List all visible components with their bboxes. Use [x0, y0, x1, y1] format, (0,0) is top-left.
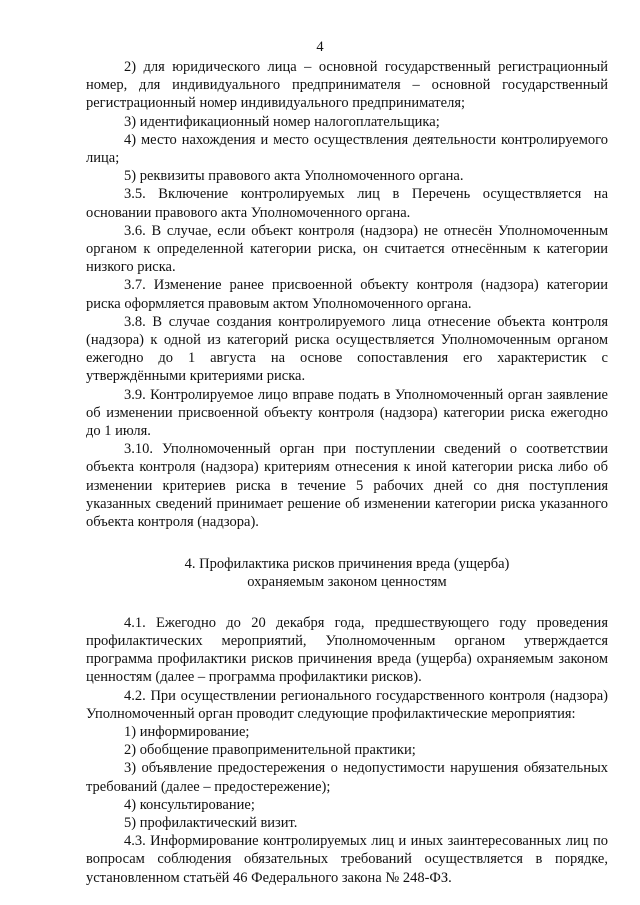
paragraph: 2) для юридического лица – основной государственный регистрационный номер, для индивидуального предпринимателя – основной государственный регистрационный номер индивидуального предпринимателя; — [86, 59, 608, 112]
paragraph: 3.6. В случае, если объект контроля (надзора) не отнесён Уполномоченным органом к определенной категории риска, он считается отнесённым к категории низкого риска. — [86, 222, 608, 276]
paragraph: 1) информирование; — [124, 723, 250, 740]
paragraph: 3) идентификационный номер налогоплательщика; — [124, 113, 440, 130]
paragraph: 2) обобщение правоприменительной практики; — [124, 742, 416, 759]
section-heading-line-2: охраняемым законом ценностям — [247, 574, 447, 591]
paragraph: 3.5. Включение контролируемых лиц в Перечень осуществляется на основании правового акта Уполномоченного органа. — [86, 186, 608, 221]
paragraphs-bottom — [86, 614, 608, 887]
paragraph: 3.7. Изменение ранее присвоенной объекту контроля (надзора) категории риска оформляется правовым актом Уполномоченного органа. — [86, 277, 608, 312]
paragraph: 4) место нахождения и место осуществления деятельности контролируемого лица; — [86, 131, 608, 167]
paragraph: 3) объявление предостережения о недопустимости нарушения обязательных требований (далее – предостережение); — [86, 760, 608, 795]
paragraphs-top — [86, 58, 608, 531]
paragraph: 3.9. Контролируемое лицо вправе подать в Уполномоченный орган заявление об изменении присвоенной объекту контроля (надзора) категории риска ежегодно до 1 июля. — [86, 386, 608, 440]
paragraph: 3.8. В случае создания контролируемого лица отнесение объекта контроля (надзора) к одной из категорий риска осуществляется Уполномоченным органом ежегодно до 1 августа на основе сопоставления его характеристик с утверждёнными критериями риска. — [86, 313, 608, 385]
document-body — [86, 58, 608, 887]
paragraph: 3.10. Уполномоченный орган при поступлении сведений о соответствии объекта контроля (надзора) критериям отнесения к иной категории риска либо об изменении критериев риска в течение 5 рабочих дней со дня поступления указанных сведений принимает решение об изменении категории риска указанного объекта контроля (надзора). — [86, 441, 608, 531]
paragraph: 4.1. Ежегодно до 20 декабря года, предшествующего году проведения профилактических мероприятий, Уполномоченным органом утверждается программа профилактики рисков причинения вреда (ущерба) охраняемым законом ценностям (далее – программа профилактики рисков). — [86, 614, 608, 686]
paragraph: 4.3. Информирование контролируемых лиц и иных заинтересованных лиц по вопросам соблюдения обязательных требований осуществляется в порядке, установленном статьёй 46 Федерального закона № 248-ФЗ. — [86, 833, 608, 886]
paragraph: 5) реквизиты правового акта Уполномоченного органа. — [124, 168, 464, 185]
paragraph: 4) консультирование; — [124, 796, 255, 813]
paragraph: 4.2. При осуществлении регионального государственного контроля (надзора) Уполномоченный орган проводит следующие профилактические мероприятия: — [86, 687, 608, 722]
page-number: 4 — [316, 39, 324, 55]
paragraph: 5) профилактический визит. — [124, 814, 298, 831]
section-heading — [86, 555, 608, 591]
section-heading-line-1: 4. Профилактика рисков причинения вреда (ущерба) — [184, 556, 510, 573]
